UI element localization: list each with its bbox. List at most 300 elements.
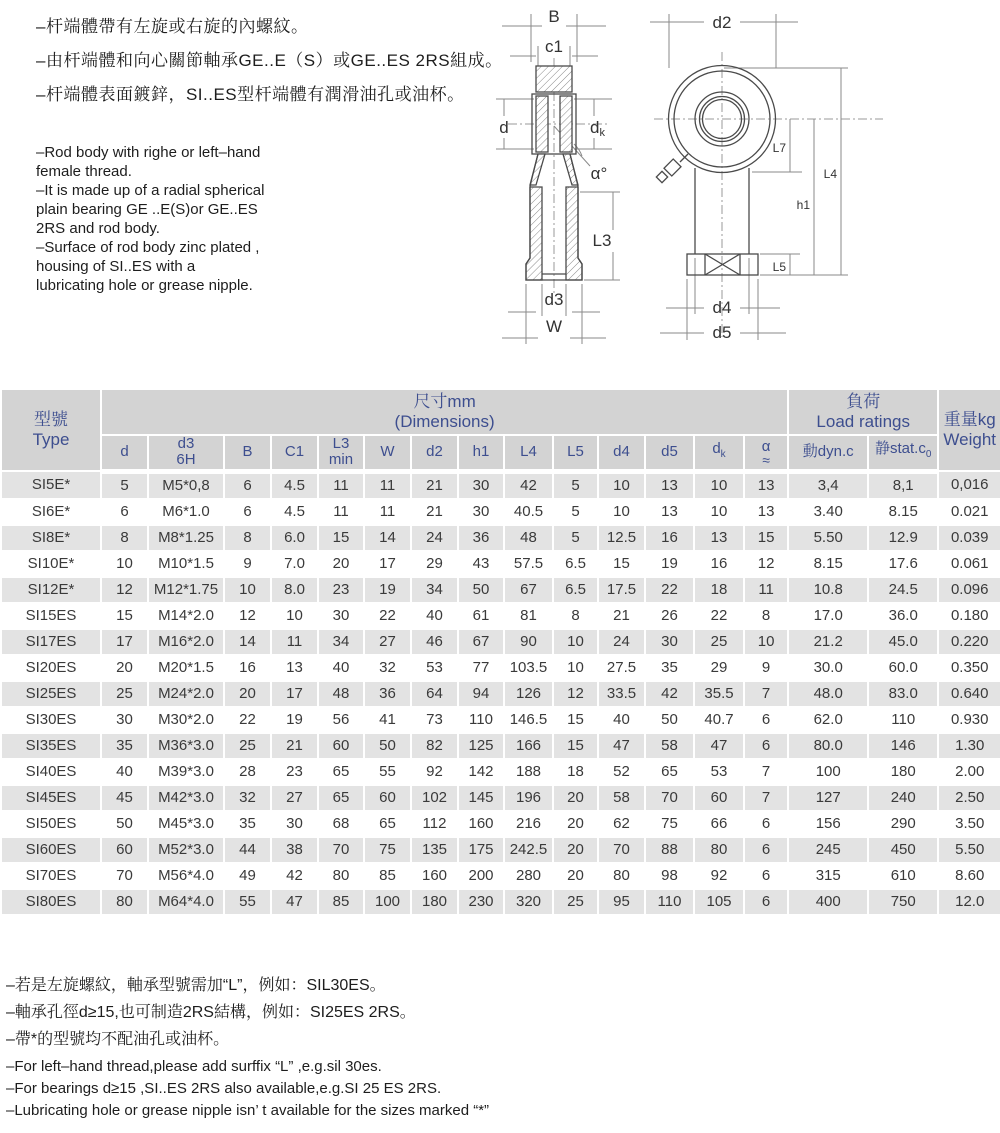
cell-value: 103.5 — [504, 655, 553, 681]
cell-value: 88 — [645, 837, 694, 863]
cell-value: 7 — [744, 785, 788, 811]
cell-value: 242.5 — [504, 837, 553, 863]
cell-value: 200 — [458, 863, 504, 889]
cell-value: 36.0 — [868, 603, 938, 629]
cell-type: SI70ES — [1, 863, 101, 889]
cell-value: 60.0 — [868, 655, 938, 681]
cell-type: SI17ES — [1, 629, 101, 655]
cell-value: 750 — [868, 889, 938, 915]
cell-value: 10 — [598, 499, 645, 525]
cell-value: 8 — [224, 525, 271, 551]
cell-type: SI45ES — [1, 785, 101, 811]
cell-type: SI25ES — [1, 681, 101, 707]
cell-value: 53 — [694, 759, 744, 785]
cell-value: 0.220 — [938, 629, 1000, 655]
col-dk: $d_k$ — [694, 435, 744, 471]
col-L4: L4 — [504, 435, 553, 471]
cell-value: 40 — [598, 707, 645, 733]
cell-value: 0.021 — [938, 499, 1000, 525]
col-d5: d5 — [645, 435, 694, 471]
cell-value: 30 — [318, 603, 364, 629]
cell-value: 47 — [694, 733, 744, 759]
table-row — [1, 603, 1000, 629]
col-d: d — [101, 435, 148, 471]
cell-value: 6 — [744, 707, 788, 733]
cell-value: 0.096 — [938, 577, 1000, 603]
table-row — [1, 577, 1000, 603]
cell-value: 145 — [458, 785, 504, 811]
cell-value: 10 — [101, 551, 148, 577]
cell-value: 12 — [224, 603, 271, 629]
table-row — [1, 889, 1000, 915]
cell-value: M12*1.75 — [148, 577, 224, 603]
dim-label-c1: c1 — [545, 37, 563, 56]
cell-value: 290 — [868, 811, 938, 837]
cell-value: M36*3.0 — [148, 733, 224, 759]
cell-value: 3.40 — [788, 499, 868, 525]
cell-value: 35 — [645, 655, 694, 681]
cell-value: 0.930 — [938, 707, 1000, 733]
cell-value: 47 — [598, 733, 645, 759]
cell-value: 27 — [271, 785, 318, 811]
cell-value: 13 — [744, 471, 788, 499]
header-dimensions-en: (Dimensions) — [394, 412, 495, 431]
cell-value: 20 — [553, 811, 598, 837]
cell-value: 14 — [224, 629, 271, 655]
table-row — [1, 655, 1000, 681]
col-L5: L5 — [553, 435, 598, 471]
table-row — [1, 471, 1000, 499]
cell-value: 18 — [694, 577, 744, 603]
cell-value: 166 — [504, 733, 553, 759]
cell-value: 55 — [224, 889, 271, 915]
cell-value: M24*2.0 — [148, 681, 224, 707]
cell-value: 42 — [271, 863, 318, 889]
cell-value: 15 — [553, 733, 598, 759]
cell-value: 135 — [411, 837, 458, 863]
cell-value: 6.5 — [553, 577, 598, 603]
cell-value: 30 — [271, 811, 318, 837]
cell-value: M16*2.0 — [148, 629, 224, 655]
cell-value: 6 — [224, 471, 271, 499]
cell-value: 77 — [458, 655, 504, 681]
note-line: –由杆端體和向心關節軸承GE..E（S）或GE..ES 2RS組成。 — [36, 51, 503, 70]
cell-value: 112 — [411, 811, 458, 837]
cell-value: 22 — [694, 603, 744, 629]
cell-value: 40.7 — [694, 707, 744, 733]
cell-type: SI15ES — [1, 603, 101, 629]
cell-value: M42*3.0 — [148, 785, 224, 811]
col-L3-line1: L3 — [332, 435, 350, 453]
cell-value: M5*0,8 — [148, 471, 224, 499]
cell-value: 40 — [101, 759, 148, 785]
cell-value: 19 — [271, 707, 318, 733]
cell-value: M64*4.0 — [148, 889, 224, 915]
header-weight — [938, 389, 1000, 471]
cell-value: M30*2.0 — [148, 707, 224, 733]
cell-value: 11 — [271, 629, 318, 655]
cell-type: SI20ES — [1, 655, 101, 681]
cell-value: 10 — [694, 499, 744, 525]
note-line: 2RS and rod body. — [36, 220, 160, 237]
cell-value: 24 — [598, 629, 645, 655]
cell-value: 21.2 — [788, 629, 868, 655]
cell-value: 16 — [224, 655, 271, 681]
dim-label-d2: d2 — [712, 13, 732, 32]
cell-value: 60 — [318, 733, 364, 759]
note-line: –For left–hand thread,please add surffix “L” ,e.g.sil 30es. — [6, 1058, 382, 1075]
col-stat-c0: 静$stat.c_0$ — [868, 435, 938, 471]
cell-value: 8.15 — [868, 499, 938, 525]
note-line: lubricating hole or grease nipple. — [36, 277, 253, 294]
dim-label-B: B — [548, 7, 560, 26]
cell-value: 17 — [364, 551, 411, 577]
cell-type: SI35ES — [1, 733, 101, 759]
cell-value: 110 — [458, 707, 504, 733]
note-line: –Rod body with righe or left–hand — [36, 144, 261, 161]
cell-value: 17 — [271, 681, 318, 707]
header-weight-en: Weight — [943, 430, 997, 449]
cell-value: 20 — [553, 785, 598, 811]
cell-value: M14*2.0 — [148, 603, 224, 629]
cell-type: SI80ES — [1, 889, 101, 915]
cell-value: 46 — [411, 629, 458, 655]
cell-value: 45.0 — [868, 629, 938, 655]
cell-value: 3,4 — [788, 471, 868, 499]
cell-value: 15 — [598, 551, 645, 577]
dim-label-alpha: α° — [590, 164, 608, 183]
cell-value: 90 — [504, 629, 553, 655]
cell-value: 12.9 — [868, 525, 938, 551]
cell-value: 60 — [101, 837, 148, 863]
cell-value: 83.0 — [868, 681, 938, 707]
cell-value: 5.50 — [788, 525, 868, 551]
cell-value: 10.8 — [788, 577, 868, 603]
table-row — [1, 525, 1000, 551]
cell-value: 85 — [364, 863, 411, 889]
cell-value: 8 — [553, 603, 598, 629]
cell-value: 27.5 — [598, 655, 645, 681]
cell-value: 36 — [364, 681, 411, 707]
cell-value: 25 — [694, 629, 744, 655]
cell-value: 21 — [411, 471, 458, 499]
cell-value: 2.00 — [938, 759, 1000, 785]
cell-value: 65 — [364, 811, 411, 837]
cell-value: 240 — [868, 785, 938, 811]
col-d3 — [148, 435, 224, 471]
cell-value: 0,016 — [938, 471, 1000, 499]
cell-value: 55 — [364, 759, 411, 785]
cell-value: 6 — [744, 811, 788, 837]
cell-value: 12.5 — [598, 525, 645, 551]
cell-value: 19 — [645, 551, 694, 577]
cell-value: 20 — [318, 551, 364, 577]
col-d2: d2 — [411, 435, 458, 471]
cell-value: 65 — [318, 759, 364, 785]
header-dimensions-cn: 尺寸mm — [413, 392, 476, 411]
cell-value: 10 — [224, 577, 271, 603]
cell-value: 180 — [411, 889, 458, 915]
cell-value: 40.5 — [504, 499, 553, 525]
cell-value: 70 — [318, 837, 364, 863]
cell-value: 66 — [694, 811, 744, 837]
cell-value: 5 — [101, 471, 148, 499]
cell-value: 45 — [101, 785, 148, 811]
cell-value: 24 — [411, 525, 458, 551]
header-load-ratings — [788, 389, 938, 435]
cell-value: 10 — [744, 629, 788, 655]
cell-value: 48 — [318, 681, 364, 707]
cell-value: 320 — [504, 889, 553, 915]
note-line: housing of SI..ES with a — [36, 258, 196, 275]
cell-value: 160 — [458, 811, 504, 837]
note-line: female thread. — [36, 163, 132, 180]
cell-value: 50 — [364, 733, 411, 759]
header-type-en: Type — [32, 430, 70, 449]
cell-value: 23 — [318, 577, 364, 603]
header-weight-cn: 重量kg — [943, 410, 996, 429]
table-row — [1, 863, 1000, 889]
header-type-cn: 型號 — [34, 410, 68, 429]
col-B: B — [224, 435, 271, 471]
cell-value: 5 — [553, 525, 598, 551]
cell-value: 56 — [318, 707, 364, 733]
section-view-diagram — [478, 2, 663, 352]
cell-value: 50 — [458, 577, 504, 603]
cell-value: 82 — [411, 733, 458, 759]
cell-value: M45*3.0 — [148, 811, 224, 837]
col-alpha-line1: α — [761, 437, 771, 455]
dim-label-d5: d5 — [712, 323, 732, 342]
cell-value: 34 — [411, 577, 458, 603]
cell-value: 1.30 — [938, 733, 1000, 759]
cell-value: 26 — [645, 603, 694, 629]
cell-value: 20 — [553, 837, 598, 863]
cell-value: 22 — [224, 707, 271, 733]
cell-value: 6 — [101, 499, 148, 525]
cell-value: 400 — [788, 889, 868, 915]
cell-value: 80 — [598, 863, 645, 889]
cell-value: 15 — [744, 525, 788, 551]
cell-value: 13 — [645, 499, 694, 525]
cell-value: 13 — [744, 499, 788, 525]
cell-value: 30.0 — [788, 655, 868, 681]
cell-value: 47 — [271, 889, 318, 915]
col-h1: h1 — [458, 435, 504, 471]
dim-label-L4: L4 — [823, 167, 837, 181]
col-alpha-line2: ≈ — [762, 451, 770, 468]
table-row — [1, 681, 1000, 707]
cell-value: 11 — [364, 499, 411, 525]
cell-value: 42 — [645, 681, 694, 707]
cell-value: 6 — [744, 837, 788, 863]
cell-value: 4.5 — [271, 471, 318, 499]
cell-value: 81 — [504, 603, 553, 629]
cell-value: 48.0 — [788, 681, 868, 707]
col-d4: d4 — [598, 435, 645, 471]
cell-value: 175 — [458, 837, 504, 863]
centerlines — [654, 52, 883, 337]
header-type — [1, 389, 101, 471]
cell-value: 92 — [694, 863, 744, 889]
cell-value: 6 — [744, 889, 788, 915]
col-L3-line2: min — [328, 451, 354, 469]
cell-value: 30 — [458, 499, 504, 525]
spec-table — [0, 388, 1000, 916]
note-line: –For bearings d≥15 ,SI..ES 2RS also available,e.g.SI 25 ES 2RS. — [6, 1080, 442, 1097]
cell-value: 6.5 — [553, 551, 598, 577]
header-dimensions — [101, 389, 788, 435]
cell-value: 5.50 — [938, 837, 1000, 863]
cell-value: 16 — [694, 551, 744, 577]
cell-value: 65 — [645, 759, 694, 785]
cell-value: 85 — [318, 889, 364, 915]
cell-value: 8.0 — [271, 577, 318, 603]
cell-value: 21 — [271, 733, 318, 759]
cell-value: 25 — [553, 889, 598, 915]
cell-type: SI6E* — [1, 499, 101, 525]
front-view-diagram — [648, 2, 903, 352]
cell-value: 70 — [645, 785, 694, 811]
note-line: –杆端體帶有左旋或右旋的內螺紋。 — [36, 17, 309, 36]
cell-value: 245 — [788, 837, 868, 863]
table-row — [1, 629, 1000, 655]
cell-value: 450 — [868, 837, 938, 863]
cell-type: SI30ES — [1, 707, 101, 733]
cell-value: 102 — [411, 785, 458, 811]
dim-label-L7: L7 — [772, 141, 786, 155]
cell-value: 28 — [224, 759, 271, 785]
cell-value: 35 — [101, 733, 148, 759]
table-row — [1, 733, 1000, 759]
cell-value: 11 — [318, 471, 364, 499]
cell-value: 13 — [271, 655, 318, 681]
cell-value: 10 — [271, 603, 318, 629]
cell-value: M20*1.5 — [148, 655, 224, 681]
table-row — [1, 759, 1000, 785]
cell-value: 65 — [318, 785, 364, 811]
cell-value: 49 — [224, 863, 271, 889]
cell-value: 10 — [553, 629, 598, 655]
cell-value: 10 — [694, 471, 744, 499]
cell-value: 315 — [788, 863, 868, 889]
cell-value: 2.50 — [938, 785, 1000, 811]
cell-value: 15 — [318, 525, 364, 551]
cell-value: 23 — [271, 759, 318, 785]
cell-value: 53 — [411, 655, 458, 681]
cell-value: 280 — [504, 863, 553, 889]
note-line: –Surface of rod body zinc plated , — [36, 239, 260, 256]
cell-value: 6.0 — [271, 525, 318, 551]
cell-value: 16 — [645, 525, 694, 551]
cell-value: 20 — [553, 863, 598, 889]
cell-value: 8 — [744, 603, 788, 629]
col-alpha — [744, 435, 788, 471]
cell-value: 70 — [598, 837, 645, 863]
cell-value: 40 — [318, 655, 364, 681]
cell-value: 6 — [224, 499, 271, 525]
cell-value: 160 — [411, 863, 458, 889]
cell-value: 80.0 — [788, 733, 868, 759]
cell-value: 60 — [364, 785, 411, 811]
cell-value: M39*3.0 — [148, 759, 224, 785]
table-row — [1, 499, 1000, 525]
col-d3-line2: 6H — [176, 451, 196, 469]
cell-value: 17 — [101, 629, 148, 655]
cell-value: 7 — [744, 759, 788, 785]
dim-label-L5: L5 — [772, 260, 786, 274]
cell-value: 29 — [694, 655, 744, 681]
cell-value: 9 — [224, 551, 271, 577]
cell-value: 40 — [411, 603, 458, 629]
cell-value: 92 — [411, 759, 458, 785]
cell-value: 44 — [224, 837, 271, 863]
cell-value: 110 — [868, 707, 938, 733]
cell-value: 20 — [224, 681, 271, 707]
cell-value: 196 — [504, 785, 553, 811]
cell-value: M10*1.5 — [148, 551, 224, 577]
notes-top-chinese — [36, 10, 503, 112]
cell-value: 25 — [224, 733, 271, 759]
cell-value: 180 — [868, 759, 938, 785]
cell-value: 75 — [364, 837, 411, 863]
note-line: –杆端體表面鍍鋅，SI..ES型杆端體有潤滑油孔或油杯。 — [36, 85, 465, 104]
table-row — [1, 785, 1000, 811]
cell-value: 7 — [744, 681, 788, 707]
header-load-cn: 負荷 — [846, 392, 881, 411]
cell-value: 12.0 — [938, 889, 1000, 915]
cell-value: 98 — [645, 863, 694, 889]
cell-value: 230 — [458, 889, 504, 915]
cell-value: 21 — [598, 603, 645, 629]
cell-value: 110 — [645, 889, 694, 915]
dim-label-L3: L3 — [592, 231, 612, 250]
cell-value: 8.60 — [938, 863, 1000, 889]
cell-value: 43 — [458, 551, 504, 577]
dim-label-h1: h1 — [796, 198, 810, 212]
cell-value: M52*3.0 — [148, 837, 224, 863]
cell-value: M6*1.0 — [148, 499, 224, 525]
notes-top-english — [36, 143, 264, 295]
cell-value: 25 — [101, 681, 148, 707]
cell-value: 100 — [788, 759, 868, 785]
cell-value: 80 — [694, 837, 744, 863]
cell-value: 13 — [694, 525, 744, 551]
col-L3 — [318, 435, 364, 471]
cell-value: 12 — [744, 551, 788, 577]
cell-value: 94 — [458, 681, 504, 707]
cell-type: SI12E* — [1, 577, 101, 603]
grease-nipple — [656, 154, 688, 183]
cell-value: 0.640 — [938, 681, 1000, 707]
cell-value: 0.039 — [938, 525, 1000, 551]
notes-bottom-chinese — [6, 972, 416, 1053]
cell-value: 142 — [458, 759, 504, 785]
cell-value: 188 — [504, 759, 553, 785]
cell-value: 67 — [458, 629, 504, 655]
cell-value: 5 — [553, 499, 598, 525]
note-line: –It is made up of a radial spherical — [36, 182, 265, 199]
cell-value: 216 — [504, 811, 553, 837]
cell-value: 95 — [598, 889, 645, 915]
cell-value: 146 — [868, 733, 938, 759]
cell-value: 15 — [101, 603, 148, 629]
cell-value: 8,1 — [868, 471, 938, 499]
spec-table-body — [1, 471, 1000, 915]
note-line: –帶*的型號均不配油孔或油杯。 — [6, 1031, 230, 1048]
cell-value: 58 — [598, 785, 645, 811]
note-line: –若是左旋螺紋，軸承型號需加“L”，例如：SIL30ES。 — [6, 977, 386, 994]
